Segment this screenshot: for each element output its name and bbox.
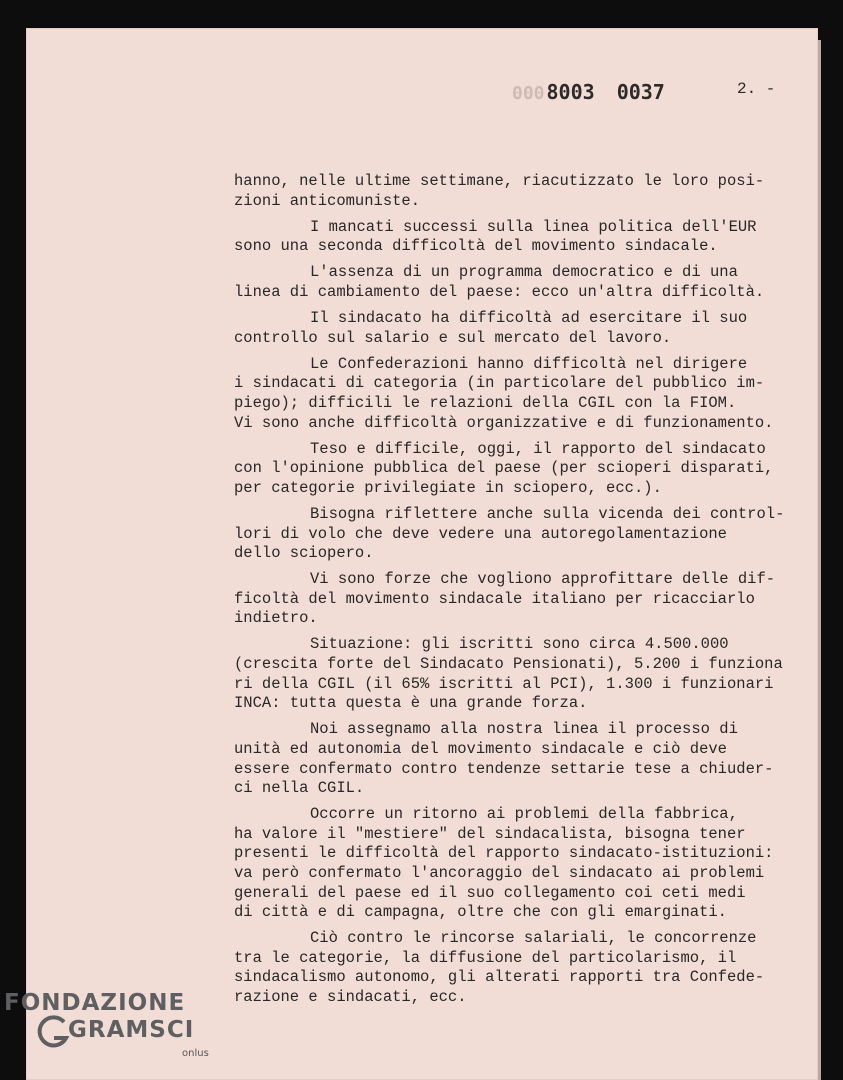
text-line: Le Confederazioni hanno difficoltà nel dirigere	[310, 354, 748, 373]
text-line: lori di volo che deve vedere una autoregolamentazione	[234, 524, 727, 543]
text-line: va però confermato l'ancoraggio del sindacato ai problemi	[234, 864, 765, 882]
paragraph	[234, 355, 824, 433]
paragraph	[234, 172, 824, 211]
text-line: I mancati successi sulla linea politica dell'EUR	[310, 217, 757, 236]
text-line: di città e di campagna, oltre che con gli emarginati.	[234, 903, 727, 922]
text-line: Teso e difficile, oggi, il rapporto del sindacato	[310, 439, 766, 458]
text-line: per categorie privilegiate in sciopero, ecc.).	[234, 478, 662, 497]
paragraph	[234, 570, 824, 629]
logo-line-2: GRAMSCI	[68, 1017, 195, 1043]
paragraph	[234, 440, 824, 499]
text-line: controllo sul salario e sul mercato del lavoro.	[234, 328, 672, 347]
text-line: L'assenza di un programma democratico e di una	[310, 263, 738, 282]
paragraph	[234, 263, 824, 302]
text-line: razione e sindacati, ecc.	[234, 988, 467, 1007]
paragraph	[234, 720, 824, 798]
text-line: i sindacati di categoria (in particolare del pubblico im-	[234, 374, 765, 393]
text-line: Bisogna riflettere anche sulla vicenda dei control-	[310, 504, 785, 523]
archive-number-a: 8003	[546, 80, 595, 104]
text-line: ci nella CGIL.	[234, 779, 365, 798]
text-line: Situazione: gli iscritti sono circa 4.500.000	[310, 635, 729, 654]
text-line: hanno, nelle ultime settimane, riacutizzato le loro posi-	[234, 172, 765, 190]
text-line: sindacalismo autonomo, gli alterati rapporti tra Confede-	[234, 968, 765, 987]
text-line: generali del paese ed il suo collegamento coi ceti medi	[234, 883, 746, 902]
text-line: unità ed autonomia del movimento sindacale e ciò deve	[234, 739, 727, 758]
paragraph	[234, 635, 824, 713]
text-line: Noi assegnamo alla nostra linea il processo di	[310, 720, 738, 739]
text-line: sono una seconda difficoltà del movimento sindacale.	[234, 237, 718, 256]
text-line: tra le categorie, la diffusione del particolarismo, il	[234, 948, 737, 967]
text-line: linea di cambiamento del paese: ecco un'altra difficoltà.	[234, 282, 765, 301]
paragraph	[234, 218, 824, 257]
page-number: 2. -	[737, 80, 776, 98]
text-line: indietro.	[234, 609, 318, 628]
paragraph	[234, 309, 824, 348]
text-line: INCA: tutta questa è una grande forza.	[234, 694, 588, 713]
text-line: con l'opinione pubblica del paese (per scioperi disparati,	[234, 459, 774, 478]
text-line: Il sindacato ha difficoltà ad esercitare il suo	[310, 309, 748, 328]
logo-line-1: FONDAZIONE	[4, 990, 186, 1016]
paragraph	[234, 505, 824, 564]
paragraph	[234, 805, 824, 923]
text-line: ficoltà del movimento sindacale italiano per ricacciarlo	[234, 589, 755, 608]
text-line: presenti le difficoltà del rapporto sindacato-istituzioni:	[234, 844, 774, 863]
text-line: ha valore il "mestiere" del sindacalista, bisogna tener	[234, 824, 746, 843]
fondazione-gramsci-logo	[4, 990, 209, 1059]
text-line: essere confermato contro tendenze settarie tese a chiuder-	[234, 759, 774, 778]
ghost-stamp-number: 000	[512, 83, 545, 104]
archive-stamp	[512, 80, 665, 104]
text-line: dello sciopero.	[234, 544, 374, 563]
text-line: Vi sono forze che vogliono approfittare delle dif-	[310, 570, 776, 589]
logo-suffix: onlus	[182, 1048, 209, 1059]
text-line: ri della CGIL (il 65% iscritti al PCI), 1.300 i funzionari	[234, 674, 774, 693]
text-line: zioni anticomuniste.	[234, 191, 421, 210]
text-line: Vi sono anche difficoltà organizzative e di funzionamento.	[234, 413, 774, 432]
paragraph	[234, 929, 824, 1007]
archive-number-b: 0037	[616, 80, 665, 104]
text-line: Ciò contro le rincorse salariali, le concorrenze	[310, 929, 757, 948]
text-line: (crescita forte del Sindacato Pensionati), 5.200 i funziona	[234, 655, 783, 674]
text-line: Occorre un ritorno ai problemi della fabbrica,	[310, 805, 738, 824]
text-line: piego); difficili le relazioni della CGIL con la FIOM.	[234, 393, 737, 412]
typewritten-body	[234, 172, 824, 1014]
